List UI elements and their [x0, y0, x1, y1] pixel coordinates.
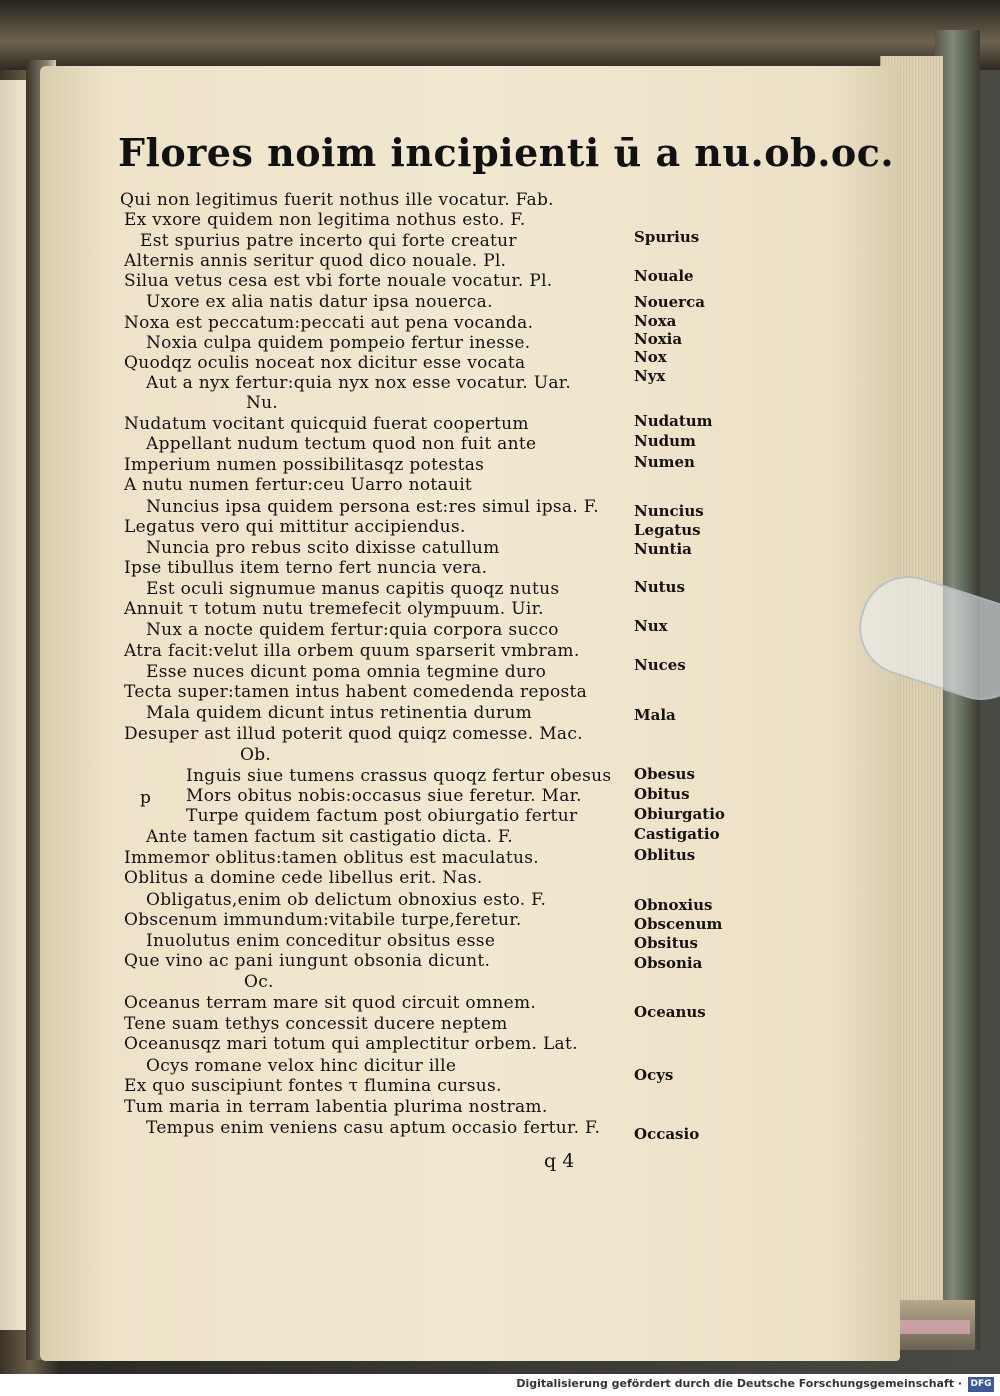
margin-note: Occasio: [634, 1125, 700, 1143]
margin-note: Ocys: [634, 1066, 674, 1084]
text-line: Ob.: [240, 745, 272, 765]
margin-note: Noxa: [634, 312, 677, 330]
margin-note: Legatus: [634, 521, 701, 539]
text-line: Tempus enim veniens casu aptum occasio fertur. F.: [146, 1118, 601, 1138]
margin-note: Nux: [634, 617, 668, 635]
text-line: Annuit τ totum nutu tremefecit olympuum. Uir.: [124, 599, 544, 619]
margin-note: Oceanus: [634, 1003, 706, 1021]
margin-note: Numen: [634, 453, 695, 471]
text-line: Tene suam tethys concessit ducere neptem: [124, 1014, 508, 1034]
page-title: Flores noim incipienti ū a nu.ob.oc.: [118, 130, 895, 175]
text-line: Silua vetus cesa est vbi forte nouale vocatur. Pl.: [124, 271, 553, 291]
text-line: Esse nuces dicunt poma omnia tegmine duro: [146, 662, 547, 682]
margin-note: Nuces: [634, 656, 686, 674]
text-line: Qui non legitimus fuerit nothus ille vocatur. Fab.: [120, 190, 554, 210]
text-line: Noxa est peccatum:peccati aut pena vocanda.: [124, 313, 534, 333]
text-line: Nuncius ipsa quidem persona est:res simul ipsa. F.: [146, 497, 599, 517]
text-line: Tecta super:tamen intus habent comedenda reposta: [124, 682, 588, 702]
text-line: Quodqz oculis noceat nox dicitur esse vocata: [124, 353, 526, 373]
margin-note: Mala: [634, 706, 676, 724]
left-marker: p: [140, 788, 152, 808]
text-line: Ante tamen factum sit castigatio dicta. F.: [146, 827, 514, 847]
margin-note: Nudatum: [634, 412, 713, 430]
text-line: Est oculi signumue manus capitis quoqz nutus: [146, 579, 560, 599]
text-line: Inuolutus enim conceditur obsitus esse: [146, 931, 496, 951]
margin-note: Nouerca: [634, 293, 705, 311]
text-line: Aut a nyx fertur:quia nyx nox esse vocatur. Uar.: [146, 373, 572, 393]
text-line: Nuncia pro rebus scito dixisse catullum: [146, 538, 500, 558]
text-line: Ocys romane velox hinc dicitur ille: [146, 1056, 457, 1076]
text-line: Turpe quidem factum post obiurgatio fertur: [186, 806, 578, 826]
margin-note: Noxia: [634, 330, 683, 348]
margin-note: Nutus: [634, 578, 685, 596]
text-line: Que vino ac pani iungunt obsonia dicunt.: [124, 951, 491, 971]
margin-note: Castigatio: [634, 825, 720, 843]
text-line: Immemor oblitus:tamen oblitus est maculatus.: [124, 848, 539, 868]
footer-bar: [0, 1374, 1000, 1396]
margin-note: Nyx: [634, 367, 666, 385]
text-line: Nudatum vocitant quicquid fuerat coopertum: [124, 414, 529, 434]
signature-mark: q 4: [544, 1150, 575, 1172]
margin-note: Obsitus: [634, 934, 698, 952]
margin-note: Obnoxius: [634, 896, 713, 914]
text-line: Ex vxore quidem non legitima nothus esto. F.: [124, 210, 526, 230]
text-line: Nu.: [246, 393, 279, 413]
text-line: Inguis siue tumens crassus quoqz fertur obesus: [186, 766, 612, 786]
text-line: Imperium numen possibilitasqz potestas: [124, 455, 485, 475]
dfg-logo: DFG: [968, 1377, 994, 1392]
text-line: Nux a nocte quidem fertur:quia corpora succo: [146, 620, 559, 640]
text-line: Noxia culpa quidem pompeio fertur inesse.: [146, 333, 531, 353]
text-line: Oceanusqz mari totum qui amplectitur orbem. Lat.: [124, 1034, 578, 1054]
text-line: Oc.: [244, 972, 274, 992]
margin-note: Obitus: [634, 785, 690, 803]
pink-tab: [890, 1320, 970, 1334]
text-line: Mors obitus nobis:occasus siue feretur. Mar.: [186, 786, 582, 806]
text-line: Obscenum immundum:vitabile turpe,feretur.: [124, 910, 522, 930]
text-line: Est spurius patre incerto qui forte creatur: [140, 231, 517, 251]
text-line: Tum maria in terram labentia plurima nostram.: [124, 1097, 548, 1117]
margin-note: Oblitus: [634, 846, 696, 864]
text-line: Oblitus a domine cede libellus erit. Nas.: [124, 868, 483, 888]
text-line: Ipse tibullus item terno fert nuncia vera.: [124, 558, 488, 578]
margin-note: Nuntia: [634, 540, 692, 558]
margin-note: Nudum: [634, 432, 696, 450]
margin-note: Spurius: [634, 228, 700, 246]
footer-text: Digitalisierung gefördert durch die Deutsche Forschungsgemeinschaft ·: [516, 1377, 962, 1390]
margin-note: Obsonia: [634, 954, 703, 972]
text-line: Desuper ast illud poterit quod quiqz comesse. Mac.: [124, 724, 583, 744]
text-line: Mala quidem dicunt intus retinentia durum: [146, 703, 533, 723]
text-line: Oceanus terram mare sit quod circuit omnem.: [124, 993, 537, 1013]
text-line: Appellant nudum tectum quod non fuit ante: [146, 434, 537, 454]
text-line: A nutu numen fertur:ceu Uarro notauit: [124, 475, 473, 495]
text-line: Uxore ex alia natis datur ipsa nouerca.: [146, 292, 493, 312]
margin-note: Nox: [634, 348, 667, 366]
margin-note: Obesus: [634, 765, 695, 783]
text-line: Ex quo suscipiunt fontes τ flumina cursus.: [124, 1076, 502, 1096]
margin-note: Obscenum: [634, 915, 723, 933]
left-page-edge: [0, 80, 28, 1330]
margin-note: Nuncius: [634, 502, 704, 520]
text-line: Legatus vero qui mittitur accipiendus.: [124, 517, 466, 537]
book-top-edge: [0, 0, 1000, 70]
text-line: Atra facit:velut illa orbem quum sparserit vmbram.: [124, 641, 580, 661]
text-line: Obligatus,enim ob delictum obnoxius esto. F.: [146, 890, 547, 910]
text-line: Alternis annis seritur quod dico nouale. Pl.: [124, 251, 507, 271]
margin-note: Nouale: [634, 267, 694, 285]
margin-note: Obiurgatio: [634, 805, 725, 823]
